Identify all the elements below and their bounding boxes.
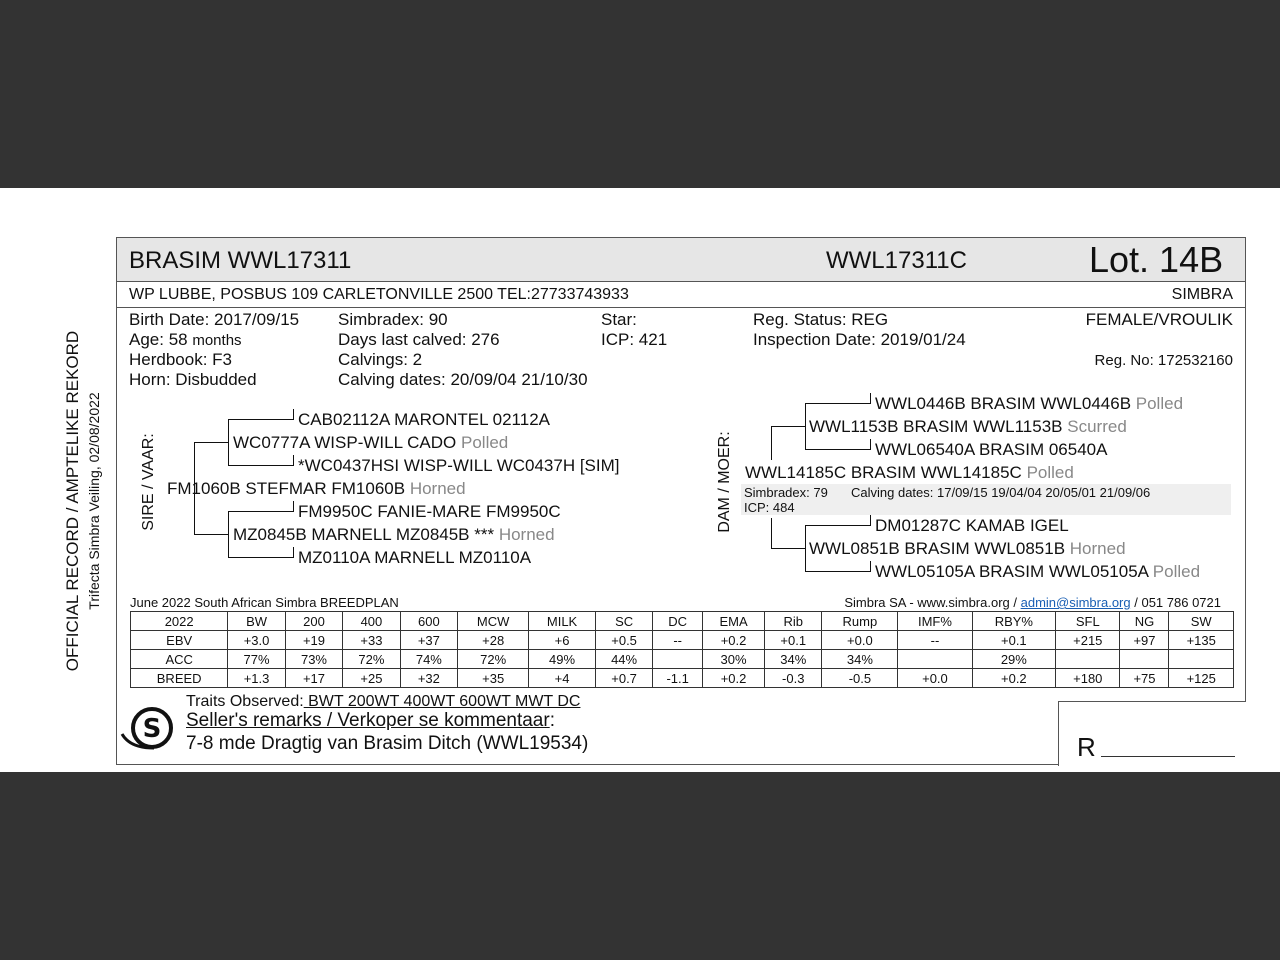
table-header-cell: 2022	[131, 612, 228, 631]
remarks-title-text: Seller's remarks / Verkoper se kommentaar	[186, 710, 550, 731]
table-cell: +215	[1056, 631, 1120, 650]
svg-text:S: S	[142, 714, 162, 744]
table-cell: +97	[1120, 631, 1169, 650]
table-cell	[653, 650, 703, 669]
table-header-cell: DC	[653, 612, 703, 631]
table-cell: +3.0	[228, 631, 285, 650]
dam	[745, 463, 1074, 483]
dam-sire-sire-name: WWL0446B BRASIM WWL0446B	[875, 394, 1132, 413]
table-cell: 34%	[822, 650, 898, 669]
table-cell: 34%	[765, 650, 822, 669]
dam-simbradex: Simbradex: 79	[744, 485, 828, 500]
sire-horn: Horned	[409, 479, 466, 498]
table-cell: +1.3	[228, 669, 285, 688]
table-header-cell: SC	[595, 612, 652, 631]
lot-number: Lot. 14B	[1089, 239, 1224, 280]
dam-dam-dam-name: WWL05105A BRASIM WWL05105A	[875, 562, 1149, 581]
table-cell: +6	[529, 631, 596, 650]
table-row-breed	[131, 669, 1234, 688]
sire-tree-line	[228, 511, 229, 557]
table-header-cell: Rib	[765, 612, 822, 631]
price-box	[1058, 701, 1246, 766]
table-row-acc	[131, 650, 1234, 669]
dam-tree-line	[870, 515, 871, 526]
age-unit: months	[192, 332, 242, 349]
sire-tree-line	[228, 419, 294, 420]
dam-tree-line	[805, 571, 871, 572]
table-cell: 72%	[458, 650, 529, 669]
table-cell: ACC	[131, 650, 228, 669]
table-cell: +28	[458, 631, 529, 650]
sire-sire-horn: Polled	[461, 433, 509, 452]
calving-dates: Calving dates: 20/09/04 21/10/30	[338, 370, 588, 389]
sire-dam-dam: MZ0110A MARNELL MZ0110A	[298, 548, 532, 567]
table-cell: -1.1	[653, 669, 703, 688]
days-last-calved: Days last calved: 276	[338, 330, 500, 349]
sire-tree-line	[293, 455, 294, 466]
table-header-cell: MCW	[458, 612, 529, 631]
table-cell: --	[653, 631, 703, 650]
table-cell: 49%	[529, 650, 596, 669]
traits-label: Traits Observed:	[186, 693, 304, 710]
dam-dam-sire: DM01287C KAMAB IGEL	[875, 516, 1069, 535]
calvings: Calvings: 2	[338, 350, 423, 369]
table-cell: +19	[285, 631, 342, 650]
remarks-colon: :	[549, 710, 555, 731]
table-cell	[1120, 650, 1169, 669]
dam-dam-dam	[875, 562, 1200, 582]
sire-dam-name: MZ0845B MARNELL MZ0845B ***	[233, 525, 495, 544]
table-cell: 77%	[228, 650, 285, 669]
dam-tree-line	[805, 449, 871, 450]
sire-tree-line	[228, 465, 294, 466]
price-label: R	[1077, 732, 1096, 762]
dam-tree-line	[771, 426, 805, 427]
age	[129, 330, 242, 350]
dam-sire-name: WWL1153B BRASIM WWL1153B	[809, 417, 1063, 436]
dam-info-box	[741, 484, 1231, 515]
table-cell: +125	[1169, 669, 1234, 688]
reg-status: Reg. Status: REG	[753, 310, 889, 329]
dam-tree-line	[870, 393, 871, 404]
table-cell: +33	[343, 631, 400, 650]
table-cell: 29%	[972, 650, 1056, 669]
sire-dam-horn: Horned	[498, 525, 555, 544]
table-header-cell: 600	[400, 612, 457, 631]
animal-id: WWL17311C	[826, 247, 967, 274]
sire-dam-sire: FM9950C FANIE-MARE FM9950C	[298, 502, 561, 521]
age-value: Age: 58	[129, 330, 188, 349]
table-header-cell: Rump	[822, 612, 898, 631]
star: Star:	[601, 310, 637, 329]
sire-label: SIRE / VAAR:	[140, 433, 157, 531]
dam-calving-dates: Calving dates: 17/09/15 19/04/04 20/05/01 21/09/06	[851, 485, 1151, 500]
breedplan-table	[130, 611, 1234, 688]
traits-observed	[186, 693, 580, 711]
sire-tree-line	[228, 419, 229, 465]
table-header-cell: BW	[228, 612, 285, 631]
official-record-label: OFFICIAL RECORD / AMPTELIKE REKORD	[63, 330, 82, 672]
page	[0, 188, 1280, 772]
table-cell: +37	[400, 631, 457, 650]
dam-sire-sire	[875, 394, 1183, 414]
contact-prefix: Simbra SA - www.simbra.org /	[844, 595, 1017, 610]
owner-row	[117, 282, 1245, 308]
icp: ICP: 421	[601, 330, 668, 349]
sire-tree-line	[194, 534, 228, 535]
table-row-ebv	[131, 631, 1234, 650]
dam-label: DAM / MOER:	[716, 431, 733, 533]
table-cell: EBV	[131, 631, 228, 650]
simbra-logo-icon	[120, 704, 180, 750]
birth-date: Birth Date: 2017/09/15	[129, 310, 300, 329]
table-header-row	[131, 612, 1234, 631]
sire-tree-line	[228, 511, 294, 512]
sex: FEMALE/VROULIK	[1085, 310, 1233, 329]
dam-tree-line	[771, 426, 772, 460]
table-cell: +0.2	[972, 669, 1056, 688]
table-cell	[1056, 650, 1120, 669]
table-header-cell: IMF%	[898, 612, 972, 631]
table-cell: +17	[285, 669, 342, 688]
card-header	[117, 238, 1245, 282]
table-cell	[898, 650, 972, 669]
dam-tree-line	[870, 561, 871, 572]
sire	[167, 479, 466, 499]
dam-dam-horn: Horned	[1069, 539, 1126, 558]
table-header-cell: NG	[1120, 612, 1169, 631]
herdbook: Herdbook: F3	[129, 350, 232, 369]
dam-icp: ICP: 484	[744, 500, 795, 515]
table-cell: 30%	[703, 650, 765, 669]
sire-sire-sire: CAB02112A MARONTEL 02112A	[298, 410, 550, 429]
dam-dam-name: WWL0851B BRASIM WWL0851B	[809, 539, 1066, 558]
sire-tree-line	[293, 547, 294, 558]
table-cell: 44%	[595, 650, 652, 669]
sire-tree-line	[228, 557, 294, 558]
dam-tree-line	[771, 518, 772, 548]
table-cell: +0.0	[822, 631, 898, 650]
table-cell: +35	[458, 669, 529, 688]
dam-tree-line	[870, 439, 871, 450]
sire-tree-line	[293, 501, 294, 512]
dam-tree-line	[805, 525, 806, 571]
remarks-text: 7-8 mde Dragtig van Brasim Ditch (WWL19534)	[186, 733, 589, 754]
dam-horn: Polled	[1026, 463, 1074, 482]
table-cell: +4	[529, 669, 596, 688]
dam-name: WWL14185C BRASIM WWL14185C	[745, 463, 1022, 482]
contact-phone: / 051 786 0721	[1134, 595, 1221, 610]
sire-tree-line	[293, 409, 294, 420]
traits-list: BWT 200WT 400WT 600WT MWT DC	[303, 693, 581, 710]
breedplan-title: June 2022 South African Simbra BREEDPLAN	[130, 595, 399, 610]
dam-dam-dam-horn: Polled	[1152, 562, 1201, 581]
table-cell: 72%	[343, 650, 400, 669]
table-header-cell: 200	[285, 612, 342, 631]
table-cell: +75	[1120, 669, 1169, 688]
dam-tree-line	[805, 525, 871, 526]
table-cell: 73%	[285, 650, 342, 669]
sire-sire-dam: *WC0437HSI WISP-WILL WC0437H [SIM]	[298, 456, 620, 475]
dam-tree-line	[771, 548, 805, 549]
reg-number: Reg. No: 172532160	[1094, 352, 1233, 369]
table-header-cell: RBY%	[972, 612, 1056, 631]
table-header-cell: 400	[343, 612, 400, 631]
table-cell	[1169, 650, 1234, 669]
table-cell: +0.2	[703, 631, 765, 650]
owner-address: WP LUBBE, POSBUS 109 CARLETONVILLE 2500 TEL:27733743933	[129, 286, 629, 303]
table-header-cell: SFL	[1056, 612, 1120, 631]
table-cell: -0.5	[822, 669, 898, 688]
dam-dam	[809, 539, 1126, 559]
dam-tree-line	[805, 403, 806, 449]
table-cell: BREED	[131, 669, 228, 688]
animal-name: BRASIM WWL17311	[129, 247, 352, 274]
sire-dam	[233, 525, 555, 545]
table-cell: +0.0	[898, 669, 972, 688]
email-link[interactable]: admin@simbra.org	[1020, 595, 1131, 610]
table-cell: +0.7	[595, 669, 652, 688]
table-cell: +25	[343, 669, 400, 688]
sire-tree-line	[194, 442, 228, 443]
remarks-title	[186, 710, 555, 732]
sire-sire-name: WC0777A WISP-WILL CADO	[233, 433, 457, 452]
table-cell: +32	[400, 669, 457, 688]
table-header-cell: SW	[1169, 612, 1234, 631]
table-cell: +0.1	[765, 631, 822, 650]
table-cell: +135	[1169, 631, 1234, 650]
table-cell: +0.1	[972, 631, 1056, 650]
breed-label: SIMBRA	[1171, 286, 1233, 303]
dam-tree-line	[805, 403, 871, 404]
price-input[interactable]	[1101, 756, 1235, 757]
dam-sire	[809, 417, 1127, 437]
table-header-cell: MILK	[529, 612, 596, 631]
dam-sire-horn: Scurred	[1067, 417, 1127, 436]
lot-card	[116, 237, 1246, 765]
sale-label: Trifecta Simbra Veiling, 02/08/2022	[86, 392, 102, 610]
dam-sire-sire-horn: Polled	[1135, 394, 1184, 413]
table-cell: -0.3	[765, 669, 822, 688]
table-cell: --	[898, 631, 972, 650]
dam-sire-dam: WWL06540A BRASIM 06540A	[875, 440, 1108, 459]
sire-sire	[233, 433, 508, 453]
table-cell: 74%	[400, 650, 457, 669]
inspection-date: Inspection Date: 2019/01/24	[753, 330, 966, 349]
table-cell: +0.5	[595, 631, 652, 650]
sire-name: FM1060B STEFMAR FM1060B	[167, 479, 406, 498]
table-header-cell: EMA	[703, 612, 765, 631]
table-cell: +180	[1056, 669, 1120, 688]
breedplan-contact	[844, 595, 1221, 610]
table-cell: +0.2	[703, 669, 765, 688]
simbradex: Simbradex: 90	[338, 310, 448, 329]
horn-status: Horn: Disbudded	[129, 370, 257, 389]
